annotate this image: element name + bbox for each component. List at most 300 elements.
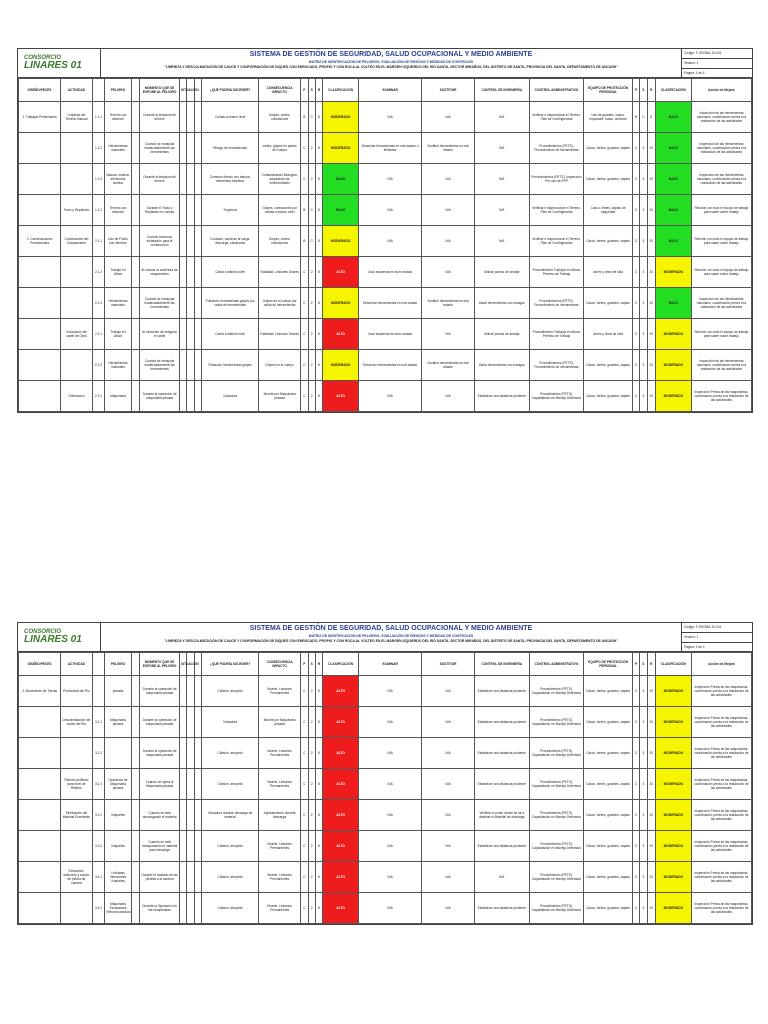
cell-mom: Durante la Operación de las maquinarias xyxy=(140,893,180,924)
cell-p: C xyxy=(301,800,308,831)
cell-am: Reunión con todo el equipo de trabajo para saber sobre trabajo xyxy=(691,257,751,288)
cell-proc xyxy=(19,195,61,226)
cell-cl2 xyxy=(655,102,691,133)
cell-su: N/A xyxy=(422,893,475,924)
cell-pel: Trabajo en Altura xyxy=(105,257,131,288)
table-row xyxy=(19,226,752,257)
table-header xyxy=(19,79,752,102)
cell-cl2 xyxy=(655,831,691,862)
cell-p: C xyxy=(301,707,308,738)
cell-cl xyxy=(323,319,359,350)
empty-cell xyxy=(131,676,139,707)
risk-classification-badge: MODERADO xyxy=(323,288,358,318)
cell-p: C xyxy=(301,288,308,319)
cell-q: Volcadura xyxy=(202,381,259,412)
document-meta: Código: F-SSOMA-15-001 Versión: 1 Página: 2 de 4 xyxy=(681,623,752,651)
cell-s: 2 xyxy=(308,893,315,924)
cell-p: B xyxy=(301,102,308,133)
empty-cell xyxy=(131,831,139,862)
risk-classification-badge: BAJO xyxy=(656,288,691,318)
risk-classification-badge: MODERADO xyxy=(656,800,691,830)
cell-r: 8 xyxy=(315,381,322,412)
cell-ci: Verificar el punto donde se va a destinar el Material de descarga xyxy=(474,800,529,831)
column-header: CLASIFICACIÓN xyxy=(323,653,359,676)
cell-r2: 20 xyxy=(647,676,655,707)
cell-s2: 3 xyxy=(640,707,647,738)
cell-pel: Terreno con desnivel xyxy=(105,195,131,226)
column-header: R xyxy=(315,653,322,676)
cell-s2: 3 xyxy=(640,862,647,893)
empty-cell xyxy=(131,381,139,412)
cell-p: C xyxy=(301,164,308,195)
cell-su: Sustituir herramientas en mal estado xyxy=(422,133,475,164)
cell-epp: Casco, lentes, guantes, zapato xyxy=(584,893,632,924)
cell-ca: Procedimiento (PETS), Capacitación en Manejo Defensivo xyxy=(529,800,584,831)
cell-cl2 xyxy=(655,257,691,288)
empty-cell xyxy=(131,164,139,195)
cell-s2: 3 xyxy=(640,164,647,195)
cell-p2: C xyxy=(632,257,639,288)
cell-ca: Procedimiento Trabajos en Altura, Permiso de Trabajo xyxy=(529,319,584,350)
cell-code: 2.1.1 xyxy=(92,226,105,257)
cell-p2: C xyxy=(632,707,639,738)
cell-s: 2 xyxy=(308,288,315,319)
empty-cell xyxy=(187,102,194,133)
cell-act xyxy=(61,133,93,164)
cell-c: Muerte, Lesiones Permanentes xyxy=(259,831,301,862)
document-title: SISTEMA DE GESTIÓN DE SEGURIDAD, SALUD OCUPACIONAL Y MEDIO AMBIENTE xyxy=(249,625,533,632)
cell-mom: Durante el Trazo y Replanteo en campo xyxy=(140,195,180,226)
cell-c: Muerte, Lesiones Permanentes xyxy=(259,769,301,800)
cell-ci: Establecer una distancia prudente xyxy=(474,381,529,412)
cell-e: Desechar herramientas en mal estado xyxy=(359,288,422,319)
table-row xyxy=(19,738,752,769)
cell-code: 2.2.1 xyxy=(92,319,105,350)
empty-cell xyxy=(180,319,187,350)
empty-cell xyxy=(180,893,187,924)
cell-c: Fatalidad, Lesiones Graves xyxy=(259,319,301,350)
cell-ci: Aislar herramientas con mangos xyxy=(474,350,529,381)
column-header: Acción de Mejora xyxy=(691,653,751,676)
cell-r: 8 xyxy=(315,893,322,924)
cell-proc xyxy=(19,831,61,862)
risk-classification-badge: MODERADO xyxy=(323,226,358,256)
cell-ci: N/A xyxy=(474,195,529,226)
empty-cell xyxy=(194,319,201,350)
risk-classification-badge: ALTO xyxy=(323,769,358,799)
cell-p2: C xyxy=(632,133,639,164)
cell-r2: 20 xyxy=(647,319,655,350)
cell-c: Muerte, Lesiones Permanentes xyxy=(259,893,301,924)
empty-cell xyxy=(187,893,194,924)
cell-mom: Cuando se manipula inadecuadamente las herramientas xyxy=(140,133,180,164)
cell-proc xyxy=(19,350,61,381)
table-row xyxy=(19,195,752,226)
cell-proc xyxy=(19,862,61,893)
cell-cl2 xyxy=(655,676,691,707)
cell-epp: Casco, lentes, guantes, zapato xyxy=(584,381,632,412)
cell-proc xyxy=(19,381,61,412)
cell-act: Colocación del cartel de Obra xyxy=(61,319,93,350)
empty-cell xyxy=(194,195,201,226)
cell-ci: N/A xyxy=(474,164,529,195)
cell-cl2 xyxy=(655,133,691,164)
cell-cl xyxy=(323,676,359,707)
column-header: DISEÑO/PECES xyxy=(19,653,61,676)
cell-r: 8 xyxy=(315,164,322,195)
cell-p2: C xyxy=(632,769,639,800)
cell-s: C xyxy=(308,195,315,226)
empty-cell xyxy=(131,257,139,288)
cell-q: Pulsación herramientas golpes xyxy=(202,350,259,381)
cell-pel: Unidades Vehiculares Volquetes xyxy=(105,862,131,893)
document-title: SISTEMA DE GESTIÓN DE SEGURIDAD, SALUD OCUPACIONAL Y MEDIO AMBIENTE xyxy=(249,51,533,58)
empty-cell xyxy=(180,133,187,164)
risk-classification-badge: BAJO xyxy=(656,195,691,225)
cell-epp: Casco, lentes, guantes, zapato xyxy=(584,707,632,738)
cell-mom: Al momento de asegurar el cartel xyxy=(140,319,180,350)
column-header: SUSTITUIR xyxy=(422,653,475,676)
cell-c: Muerte, Lesiones Permanentes xyxy=(259,862,301,893)
cell-epp: Arnés y línea de vida xyxy=(584,257,632,288)
cell-cl2 xyxy=(655,769,691,800)
empty-cell xyxy=(131,319,139,350)
cell-pel: Herramientas manuales xyxy=(105,133,131,164)
cell-mom: Durante la operación de maquinaria pesada xyxy=(140,381,180,412)
risk-classification-badge: BAJO xyxy=(656,164,691,194)
cell-s2: 3 xyxy=(640,288,647,319)
cell-cl xyxy=(323,195,359,226)
table-row xyxy=(19,831,752,862)
cell-s2: 3 xyxy=(640,738,647,769)
risk-classification-badge: ALTO xyxy=(323,893,358,923)
column-header: ¿QUÉ PODRÍA SUCEDER? xyxy=(202,653,259,676)
column-header: MOMENTO QUE SE EXPONE AL PELIGRO xyxy=(140,653,180,676)
cell-proc xyxy=(19,257,61,288)
cell-am: Inspección Previa de las maquinarias, coordinación previa a la realización de las actividades xyxy=(691,893,751,924)
column-header: CONTROL DE INGENIERÍA xyxy=(474,79,529,102)
cell-mom: Cuando se opera la Maquinaria pesada xyxy=(140,769,180,800)
cell-su: N/A xyxy=(422,800,475,831)
table-row xyxy=(19,676,752,707)
cell-am: Inspección Previa de las maquinarias, coordinación previa a la realización de las actividades xyxy=(691,769,751,800)
cell-p: C xyxy=(301,381,308,412)
column-header xyxy=(131,653,139,676)
cell-pel: Basura, maleza, elementos sueltos xyxy=(105,164,131,195)
column-header: P xyxy=(632,79,639,102)
table-row xyxy=(19,800,752,831)
cell-ca: Procedimientos (PETS), Procedimiento de herramientas xyxy=(529,133,584,164)
cell-cl2 xyxy=(655,893,691,924)
risk-classification-badge: ALTO xyxy=(323,831,358,861)
column-header: SITUACIÓN xyxy=(180,653,187,676)
cell-ci: Establecer una distancia prudente xyxy=(474,707,529,738)
cell-r2: 20 xyxy=(647,800,655,831)
cell-proc: 1. Trabajos Preliminares xyxy=(19,102,61,133)
cell-code: 3.3.1 xyxy=(92,800,105,831)
cell-r: 8 xyxy=(315,707,322,738)
cell-am: Inspección Previa de las maquinarias, coordinación previa a la realización de las actividades xyxy=(691,738,751,769)
cell-p2: C xyxy=(632,676,639,707)
cell-mom: Durante la operación de maquinaria pesada xyxy=(140,676,180,707)
cell-proc xyxy=(19,769,61,800)
risk-classification-badge: BAJO xyxy=(323,164,358,194)
cell-am: Reunión con todo el equipo de trabajo para saber sobre trabajo xyxy=(691,226,751,257)
cell-cl2 xyxy=(655,288,691,319)
page-header xyxy=(18,623,752,652)
empty-cell xyxy=(194,257,201,288)
empty-cell xyxy=(131,195,139,226)
cell-p2: C xyxy=(632,831,639,862)
risk-classification-badge: ALTO xyxy=(323,738,358,768)
empty-cell xyxy=(194,288,201,319)
empty-cell xyxy=(194,350,201,381)
cell-code: 3.2.1 xyxy=(92,769,105,800)
cell-e: Desechar herramientas en mal estado xyxy=(359,350,422,381)
cell-s2: 3 xyxy=(640,893,647,924)
table-row xyxy=(19,769,752,800)
cell-p2: C xyxy=(632,164,639,195)
cell-p: C xyxy=(301,350,308,381)
cell-ca: Procedimientos (PETS), Inspección Pre-uso de EPP xyxy=(529,164,584,195)
cell-e: N/A xyxy=(359,862,422,893)
risk-matrix-table-1 xyxy=(18,78,752,412)
cell-ci: Establecer una distancia prudente xyxy=(474,831,529,862)
empty-cell xyxy=(187,707,194,738)
column-header: R xyxy=(647,653,655,676)
column-header: ACTIVIDAD xyxy=(61,79,93,102)
cell-mom: Cuando se está transportando el material para descarga xyxy=(140,831,180,862)
cell-cl xyxy=(323,164,359,195)
cell-ci: N/A xyxy=(474,133,529,164)
cell-proc xyxy=(19,319,61,350)
empty-cell xyxy=(131,862,139,893)
cell-pel: Herramientas manuales xyxy=(105,350,131,381)
cell-cl2 xyxy=(655,226,691,257)
risk-classification-badge: MODERADO xyxy=(656,831,691,861)
cell-s: 2 xyxy=(308,862,315,893)
cell-proc xyxy=(19,164,61,195)
risk-classification-badge: MODERADO xyxy=(656,381,691,411)
column-header: SITUACIÓN xyxy=(180,79,187,102)
table-row xyxy=(19,381,752,412)
cell-e: Usar escaleras en buen estado xyxy=(359,257,422,288)
risk-classification-badge: MODERADO xyxy=(656,350,691,380)
cell-epp: Casco, lentes, guantes, zapato xyxy=(584,769,632,800)
empty-cell xyxy=(187,350,194,381)
cell-ca: Verificar e inspeccionar el Terreno, Plan de Contingencias xyxy=(529,102,584,133)
cell-ca: Procedimiento (PETS), Capacitación en Manejo Defensivo xyxy=(529,676,584,707)
cell-act: Descolmatación del cauce del Río xyxy=(61,707,93,738)
page-header xyxy=(18,49,752,78)
cell-s: 2 xyxy=(308,831,315,862)
cell-ci: Establecer una distancia prudente xyxy=(474,738,529,769)
cell-pel xyxy=(105,738,131,769)
empty-cell xyxy=(131,350,139,381)
risk-classification-badge: MODERADO xyxy=(656,893,691,923)
cell-s2: 3 xyxy=(640,800,647,831)
cell-r: 8 xyxy=(315,257,322,288)
empty-cell xyxy=(194,893,201,924)
cell-s: C xyxy=(308,102,315,133)
cell-r2: 20 xyxy=(647,707,655,738)
risk-classification-badge: MODERADO xyxy=(656,707,691,737)
cell-s: 2 xyxy=(308,676,315,707)
column-header: EQUIPO DE PROTECCIÓN PERSONAL xyxy=(584,79,632,102)
cell-e: N/A xyxy=(359,707,422,738)
empty-cell xyxy=(194,738,201,769)
empty-cell xyxy=(194,800,201,831)
cell-act: Construcción del Campamento xyxy=(61,226,93,257)
cell-mom: Durante el traslado de las piedras a la cantera xyxy=(140,862,180,893)
cell-p2: C xyxy=(632,288,639,319)
empty-cell xyxy=(194,102,201,133)
empty-cell xyxy=(131,226,139,257)
empty-cell xyxy=(187,319,194,350)
cell-epp: Casco, lentes, zapato de seguridad xyxy=(584,195,632,226)
cell-p: C xyxy=(301,319,308,350)
column-header: ELIMINAR xyxy=(359,79,422,102)
column-header: P xyxy=(632,653,639,676)
cell-pel: Maquinaria Excavadora Retroexcavadora xyxy=(105,893,131,924)
cell-am: Inspección Previa de las maquinarias, coordinación previa a la realización de las actividades xyxy=(691,831,751,862)
cell-code: 2.3.1 xyxy=(92,381,105,412)
empty-cell xyxy=(180,226,187,257)
cell-q: Volcadura durante descarga de material xyxy=(202,800,259,831)
cell-epp: Casco, lentes, guantes, zapato xyxy=(584,738,632,769)
cell-r2: 20 xyxy=(647,164,655,195)
risk-classification-badge: ALTO xyxy=(323,257,358,287)
cell-r: 8 xyxy=(315,288,322,319)
cell-r2: 20 xyxy=(647,769,655,800)
cell-ci: Establecer una distancia prudente xyxy=(474,893,529,924)
cell-act: Relleno perfilado para nivel de Relleno xyxy=(61,769,93,800)
empty-cell xyxy=(187,381,194,412)
cell-cl2 xyxy=(655,350,691,381)
cell-proc xyxy=(19,800,61,831)
cell-r: 8 xyxy=(315,862,322,893)
cell-s2: 3 xyxy=(640,676,647,707)
risk-classification-badge: ALTO xyxy=(323,381,358,411)
cell-q: Caída a distinto nivel xyxy=(202,319,259,350)
cell-s2: C xyxy=(640,102,647,133)
cell-e: N/A xyxy=(359,769,422,800)
cell-p2: C xyxy=(632,862,639,893)
cell-c: Golpes, cortes, contusiones xyxy=(259,102,301,133)
cell-s: C xyxy=(308,226,315,257)
column-header: S xyxy=(308,79,315,102)
cell-code: 2.1.3 xyxy=(92,288,105,319)
empty-cell xyxy=(194,164,201,195)
cell-code: 3.4.2 xyxy=(92,893,105,924)
cell-proc xyxy=(19,738,61,769)
cell-cl2 xyxy=(655,195,691,226)
risk-classification-badge: MODERADO xyxy=(323,102,358,132)
cell-r2: 20 xyxy=(647,350,655,381)
cell-p: C xyxy=(301,769,308,800)
column-header: CONSECUENCIA IMPACTO xyxy=(259,653,301,676)
table-row xyxy=(19,164,752,195)
cell-s: 2 xyxy=(308,381,315,412)
cell-r2: 20 xyxy=(647,893,655,924)
empty-cell xyxy=(180,288,187,319)
cell-q: Colisión, atropello xyxy=(202,831,259,862)
column-header: CONTROL DE INGENIERÍA xyxy=(474,653,529,676)
cell-su: N/A xyxy=(422,676,475,707)
column-header: P xyxy=(301,79,308,102)
cell-su: N/A xyxy=(422,738,475,769)
cell-cl2 xyxy=(655,738,691,769)
cell-cl xyxy=(323,800,359,831)
cell-code: 2.2.2 xyxy=(92,350,105,381)
cell-mom: Cuando se manipula inadecuadamente las herramientas xyxy=(140,350,180,381)
column-header: EQUIPO DE PROTECCIÓN PERSONAL xyxy=(584,653,632,676)
cell-act xyxy=(61,831,93,862)
column-header: S xyxy=(308,653,315,676)
cell-r2: 20 xyxy=(647,862,655,893)
cell-s: 2 xyxy=(308,769,315,800)
cell-mom: Cuando se manipula inadecuadamente las herramientas xyxy=(140,288,180,319)
empty-cell xyxy=(180,738,187,769)
cell-mom: Al colocar la cobertura de campamento xyxy=(140,257,180,288)
cell-cl xyxy=(323,226,359,257)
cell-s2: 3 xyxy=(640,257,647,288)
empty-cell xyxy=(194,831,201,862)
cell-code: 3.1.1 xyxy=(92,707,105,738)
cell-act: Orientación xyxy=(61,381,93,412)
empty-cell xyxy=(180,257,187,288)
empty-cell xyxy=(187,257,194,288)
cell-p2: C xyxy=(632,319,639,350)
table-row xyxy=(19,288,752,319)
company-logo: CONSORCIO LINARES 01 xyxy=(18,49,101,77)
cell-cl xyxy=(323,707,359,738)
empty-cell xyxy=(194,676,201,707)
cell-q: Riesgo de herramientas xyxy=(202,133,259,164)
empty-cell xyxy=(131,102,139,133)
cell-ca: Verificar e inspeccionar el Terreno, Plan de Contingencias xyxy=(529,195,584,226)
cell-code: 3.1.2 xyxy=(92,738,105,769)
empty-cell xyxy=(180,102,187,133)
cell-s: 2 xyxy=(308,800,315,831)
cell-q: Caídas a mismo nivel xyxy=(202,102,259,133)
matrix-page-2 xyxy=(17,622,753,925)
cell-cl xyxy=(323,862,359,893)
column-header xyxy=(92,79,105,102)
cell-pel: Uso de Fluido con eléctrico xyxy=(105,226,131,257)
column-header: R xyxy=(647,79,655,102)
cell-p: C xyxy=(301,862,308,893)
risk-classification-badge: ALTO xyxy=(323,800,358,830)
empty-cell xyxy=(180,769,187,800)
column-header: S xyxy=(640,653,647,676)
empty-cell xyxy=(187,195,194,226)
cell-am: Inspección Previa de las maquinarias, coordinación previa a la realización de las actividades xyxy=(691,676,751,707)
cell-p: B xyxy=(301,226,308,257)
cell-ca: Verificar e inspeccionar el Terreno, Plan de Contingencias xyxy=(529,226,584,257)
cell-proc xyxy=(19,133,61,164)
empty-cell xyxy=(187,862,194,893)
document-meta: Código: F-SSOMA-15-001 Versión: 1 Página: 1 de 4 xyxy=(681,49,752,77)
cell-epp: Casco, lentes, guantes, zapato xyxy=(584,350,632,381)
cell-su: Sustituir herramientas en mal estado xyxy=(422,288,475,319)
cell-p: C xyxy=(301,133,308,164)
empty-cell xyxy=(187,676,194,707)
empty-cell xyxy=(131,133,139,164)
column-header: R xyxy=(315,79,322,102)
empty-cell xyxy=(187,800,194,831)
cell-c: Muerte por Maquinaria pesada xyxy=(259,381,301,412)
